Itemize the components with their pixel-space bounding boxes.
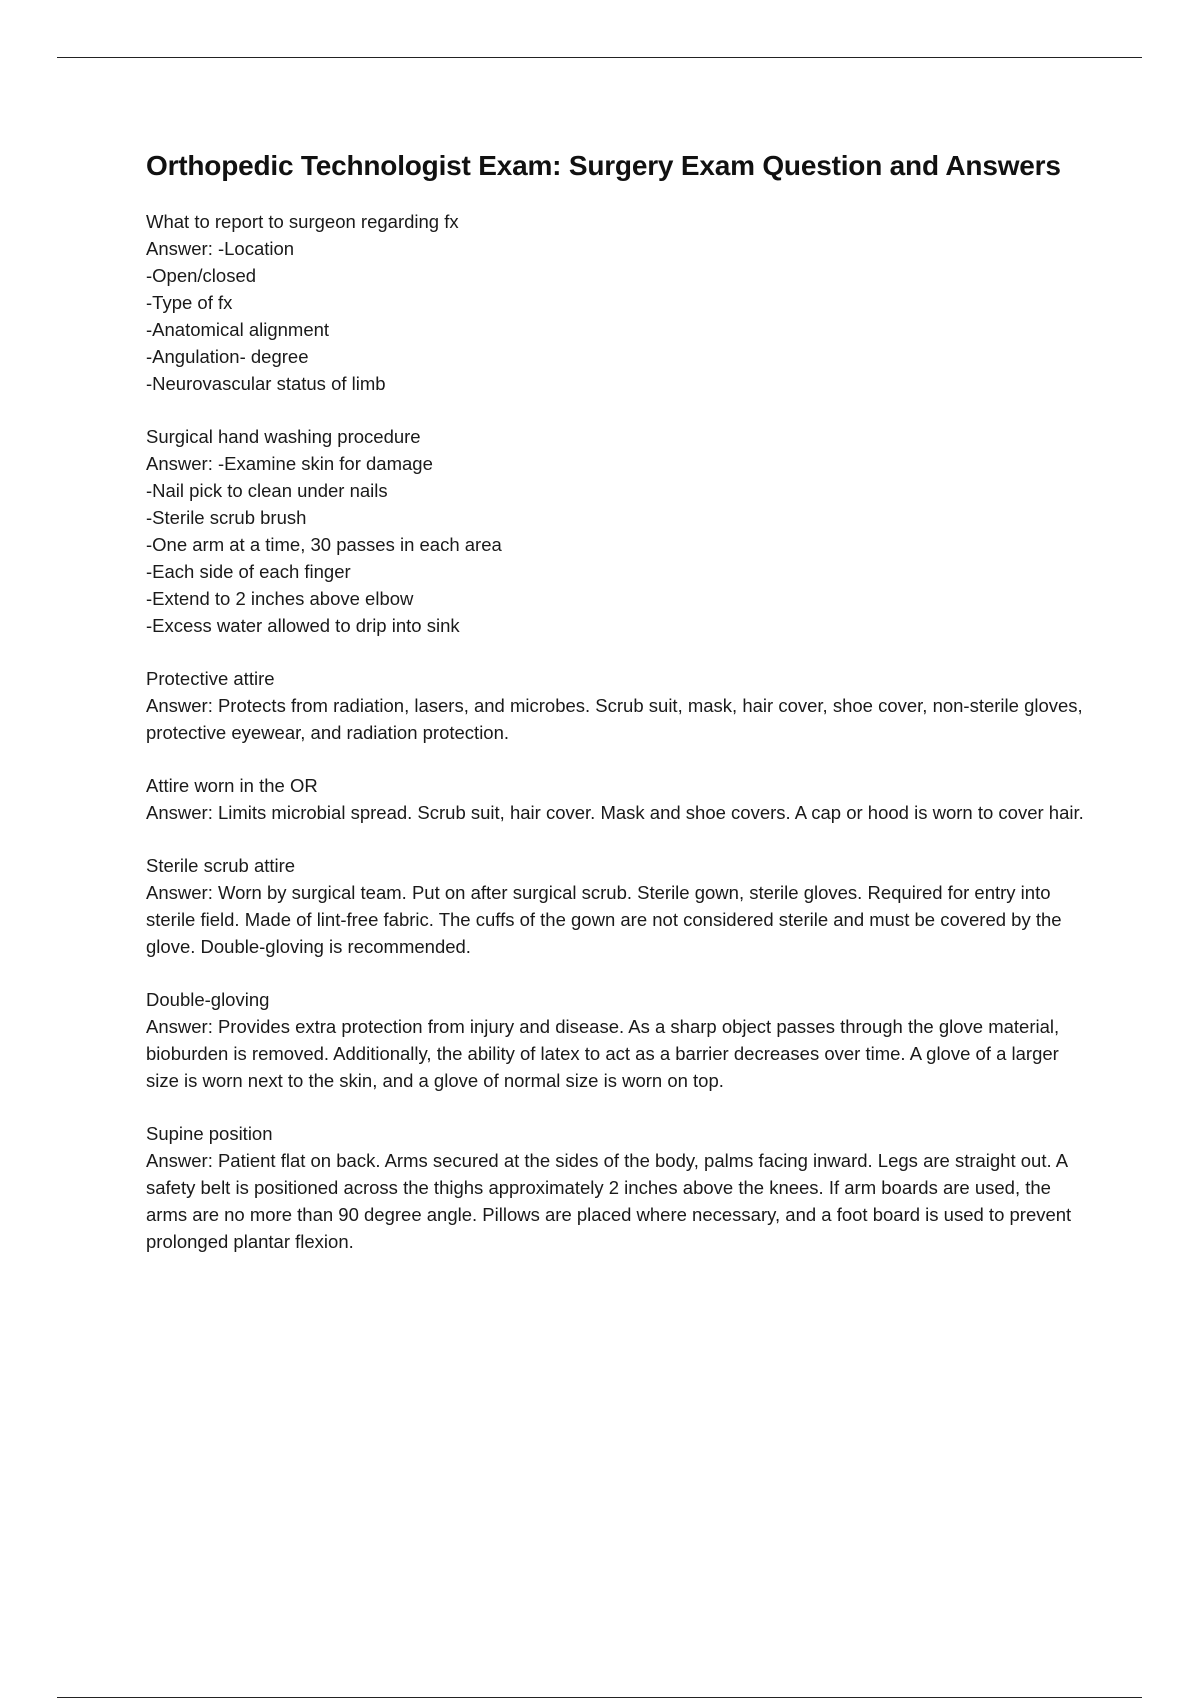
document-body xyxy=(146,146,1086,1281)
question-text: Protective attire xyxy=(146,668,275,689)
answer-text: Answer: Provides extra protection from injury and disease. As a sharp object passes through the glove material, bioburden is removed. Additionally, the ability of latex to act as a barrier decreases over time. A glove of a larger size is worn next to the skin, and a glove of normal size is worn on top. xyxy=(146,1016,1060,1091)
qa-item xyxy=(146,1120,1086,1255)
qa-item xyxy=(146,208,1086,397)
question-text: What to report to surgeon regarding fx xyxy=(146,211,459,232)
answer-line: -Each side of each finger xyxy=(146,561,351,582)
document-title: Orthopedic Technologist Exam: Surgery Exam Question and Answers xyxy=(146,150,1061,181)
answer-line: -One arm at a time, 30 passes in each area xyxy=(146,534,502,555)
qa-item xyxy=(146,423,1086,639)
answer-line: Answer: -Location xyxy=(146,238,295,259)
bottom-rule xyxy=(57,1697,1142,1698)
answer-line: -Anatomical alignment xyxy=(146,319,330,340)
question-text: Double-gloving xyxy=(146,989,270,1010)
answer-line: -Type of fx xyxy=(146,292,233,313)
answer-line: -Nail pick to clean under nails xyxy=(146,480,388,501)
qa-item xyxy=(146,665,1086,746)
question-text: Surgical hand washing procedure xyxy=(146,426,421,447)
question-text: Attire worn in the OR xyxy=(146,775,318,796)
qa-item xyxy=(146,986,1086,1094)
answer-line: -Open/closed xyxy=(146,265,257,286)
answer-text: Answer: Worn by surgical team. Put on after surgical scrub. Sterile gown, sterile gloves. Required for entry into sterile field. Made of lint-free fabric. The cuffs of the gown are not considered sterile and must be covered by the glove. Double-gloving is recommended. xyxy=(146,882,1062,957)
question-text: Supine position xyxy=(146,1123,273,1144)
answer-line: Answer: -Examine skin for damage xyxy=(146,453,433,474)
top-rule xyxy=(57,57,1142,58)
qa-item xyxy=(146,852,1086,960)
answer-text: Answer: Protects from radiation, lasers, and microbes. Scrub suit, mask, hair cover, shoe cover, non-sterile gloves, protective eyewear, and radiation protection. xyxy=(146,695,1083,743)
answer-line: -Extend to 2 inches above elbow xyxy=(146,588,414,609)
question-text: Sterile scrub attire xyxy=(146,855,296,876)
answer-line: -Sterile scrub brush xyxy=(146,507,307,528)
answer-line: -Angulation- degree xyxy=(146,346,309,367)
answer-text: Answer: Patient flat on back. Arms secured at the sides of the body, palms facing inward. Legs are straight out. A safety belt is positioned across the thighs approximately 2 inches above the knees. If arm boards are used, the arms are no more than 90 degree angle. Pillows are placed where necessary, and a foot board is used to prevent prolonged plantar flexion. xyxy=(146,1150,1072,1252)
answer-text: Answer: Limits microbial spread. Scrub suit, hair cover. Mask and shoe covers. A cap or hood is worn to cover hair. xyxy=(146,802,1084,823)
qa-item xyxy=(146,772,1086,826)
answer-line: -Neurovascular status of limb xyxy=(146,373,386,394)
answer-line: -Excess water allowed to drip into sink xyxy=(146,615,460,636)
